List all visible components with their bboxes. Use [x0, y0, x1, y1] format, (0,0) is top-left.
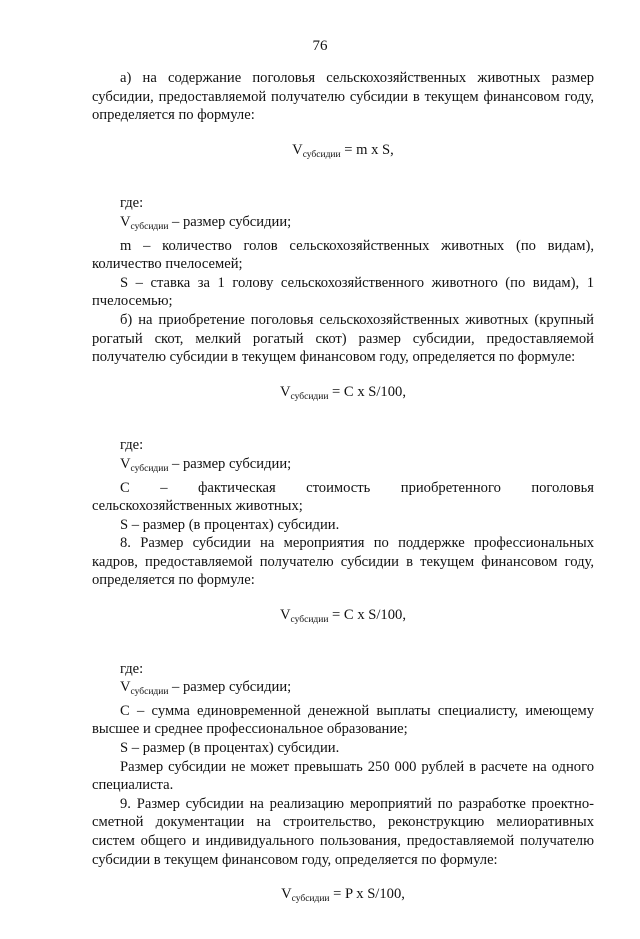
definition: $V_{субсидии}$ – размер субсидии;	[120, 455, 292, 474]
paragraph: где:	[120, 660, 144, 677]
paragraph: m – количество голов сельскохозяйственных животных (по видам), количество пчелосемей;	[92, 237, 594, 273]
paragraph: 9. Размер субсидии на реализацию мероприятий по разработке проектно-сметной документации на строительство, реконструкцию мелиоративных систем общего и индивидуального пользования, предоставляемой получателю субсидии в текущем финансовом году, определяется по формуле:	[92, 795, 594, 868]
paragraph: 8. Размер субсидии на мероприятия по поддержке профессиональных кадров, предоставляемой получателю субсидии в текущем финансовом году, определяется по формуле:	[92, 535, 594, 589]
formula: $V_{субсидии} = C$ x S/100,	[280, 607, 406, 626]
definition: $V_{субсидии}$ – размер субсидии;	[120, 213, 292, 232]
paragraph: С – сумма единовременной денежной выплаты специалисту, имеющему высшее и среднее профессиональное образование;	[92, 702, 594, 738]
formula: $V_{субсидии} = P$ x S/100,	[281, 886, 405, 905]
formula: $V_{субсидии} = C$ x S/100,	[280, 383, 406, 402]
definition: $V_{субсидии}$ – размер субсидии;	[120, 679, 292, 698]
paragraph: где:	[120, 437, 144, 454]
paragraph: С – фактическая стоимость приобретенного поголовья сельскохозяйственных животных;	[92, 479, 594, 515]
document-body	[92, 69, 594, 939]
paragraph: S – размер (в процентах) субсидии.	[120, 516, 340, 533]
formula: $V_{субсидии} = m$ x S,	[292, 141, 394, 160]
paragraph: S – ставка за 1 голову сельскохозяйственного животного (по видам), 1 пчелосемью;	[92, 274, 594, 310]
page-number: 76	[312, 38, 328, 54]
paragraph: а) на содержание поголовья сельскохозяйственных животных размер субсидии, предоставляемой получателю субсидии в текущем финансовом году, определяется по формуле:	[92, 70, 594, 124]
paragraph: Размер субсидии не может превышать 250 000 рублей в расчете на одного специалиста.	[92, 758, 594, 794]
paragraph: б) на приобретение поголовья сельскохозяйственных животных (крупный рогатый скот, мелкий рогатый скот) размер субсидии, предоставляемой получателю субсидии в текущем финансовом году, определяется по формуле:	[92, 311, 594, 366]
paragraph: где:	[120, 195, 144, 212]
paragraph: S – размер (в процентах) субсидии.	[120, 740, 340, 757]
